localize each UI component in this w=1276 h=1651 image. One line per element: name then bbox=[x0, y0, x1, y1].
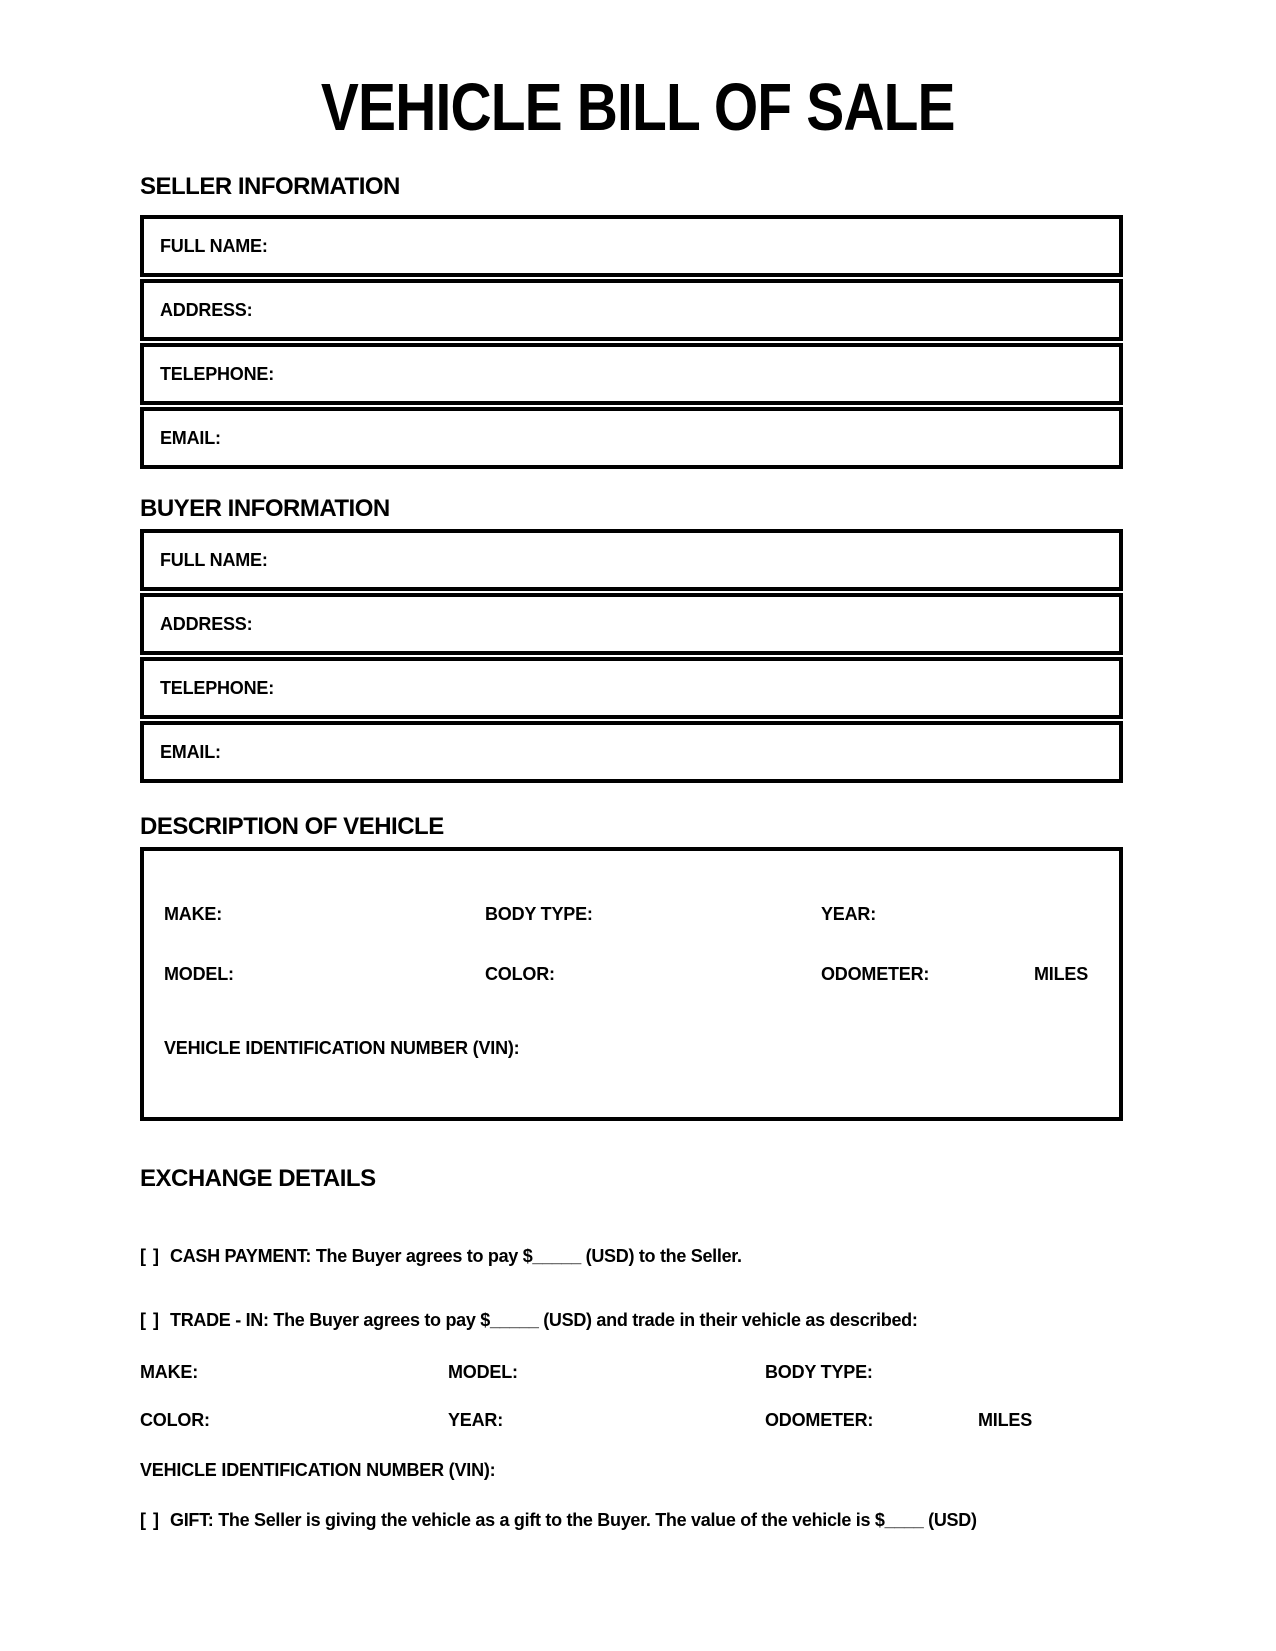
seller-full-name-field[interactable] bbox=[140, 215, 1123, 277]
cash-payment-text: CASH PAYMENT: The Buyer agrees to pay $_____ (USD) to the Seller. bbox=[170, 1246, 742, 1266]
vehicle-odometer-field[interactable] bbox=[821, 963, 1034, 985]
seller-address-value[interactable] bbox=[252, 283, 1103, 337]
trade-miles-label: MILES bbox=[978, 1410, 1033, 1430]
gift-checkbox[interactable]: [ ] bbox=[140, 1510, 160, 1530]
trade-odometer-value[interactable] bbox=[873, 1409, 978, 1431]
trade-year-value[interactable] bbox=[503, 1409, 765, 1431]
buyer-section-heading: BUYER INFORMATION bbox=[140, 495, 390, 522]
vehicle-model-label: MODEL: bbox=[164, 964, 234, 984]
buyer-telephone-label: TELEPHONE: bbox=[160, 678, 275, 698]
vehicle-make-value[interactable] bbox=[222, 903, 485, 925]
trade-color-label: COLOR: bbox=[140, 1410, 210, 1430]
seller-email-field[interactable] bbox=[140, 407, 1123, 469]
vehicle-make-label: MAKE: bbox=[164, 904, 222, 924]
seller-full-name-value[interactable] bbox=[268, 219, 1103, 273]
trade-in-text: TRADE - IN: The Buyer agrees to pay $_____ (USD) and trade in their vehicle as described: bbox=[170, 1310, 918, 1330]
vehicle-miles-cell bbox=[1034, 963, 1099, 985]
vehicle-model-value[interactable] bbox=[234, 963, 485, 985]
trade-make-label: MAKE: bbox=[140, 1362, 198, 1382]
vehicle-row-1 bbox=[164, 903, 1099, 925]
vehicle-odometer-value[interactable] bbox=[929, 963, 1034, 985]
gift-option bbox=[140, 1509, 1123, 1531]
vehicle-make-field[interactable] bbox=[164, 903, 485, 925]
vehicle-year-value[interactable] bbox=[876, 903, 1099, 925]
trade-vehicle-row-1 bbox=[140, 1361, 1123, 1383]
trade-body-type-label: BODY TYPE: bbox=[765, 1362, 873, 1382]
buyer-telephone-field[interactable] bbox=[140, 657, 1123, 719]
trade-model-value[interactable] bbox=[518, 1361, 765, 1383]
vehicle-vin-value[interactable] bbox=[519, 1037, 1099, 1059]
buyer-full-name-label: FULL NAME: bbox=[160, 550, 268, 570]
page-title: VEHICLE BILL OF SALE bbox=[321, 70, 955, 145]
cash-payment-checkbox[interactable]: [ ] bbox=[140, 1246, 160, 1266]
vehicle-body-type-value[interactable] bbox=[593, 903, 821, 925]
trade-color-field[interactable] bbox=[140, 1409, 448, 1431]
vehicle-description-heading: DESCRIPTION OF VEHICLE bbox=[140, 813, 444, 840]
trade-color-value[interactable] bbox=[210, 1409, 448, 1431]
vehicle-color-value[interactable] bbox=[555, 963, 821, 985]
trade-year-label: YEAR: bbox=[448, 1410, 504, 1430]
trade-year-field[interactable] bbox=[448, 1409, 765, 1431]
vehicle-year-field[interactable] bbox=[821, 903, 1099, 925]
trade-model-field[interactable] bbox=[448, 1361, 765, 1383]
trade-vin-label: VEHICLE IDENTIFICATION NUMBER (VIN): bbox=[140, 1460, 496, 1480]
trade-in-option bbox=[140, 1309, 1123, 1331]
vehicle-body-type-label: BODY TYPE: bbox=[485, 904, 593, 924]
vehicle-vin-label: VEHICLE IDENTIFICATION NUMBER (VIN): bbox=[164, 1038, 520, 1058]
vehicle-color-field[interactable] bbox=[485, 963, 821, 985]
trade-make-field[interactable] bbox=[140, 1361, 448, 1383]
seller-info-box bbox=[140, 215, 1123, 469]
vehicle-description-box bbox=[140, 847, 1123, 1121]
vehicle-odometer-label: ODOMETER: bbox=[821, 964, 930, 984]
title-wrap bbox=[0, 70, 1276, 145]
vehicle-model-field[interactable] bbox=[164, 963, 485, 985]
buyer-info-box bbox=[140, 529, 1123, 783]
buyer-full-name-value[interactable] bbox=[268, 533, 1103, 587]
seller-telephone-value[interactable] bbox=[274, 347, 1103, 401]
trade-model-label: MODEL: bbox=[448, 1362, 518, 1382]
buyer-email-value[interactable] bbox=[221, 725, 1103, 779]
cash-payment-option bbox=[140, 1245, 1123, 1267]
trade-vin-value[interactable] bbox=[495, 1459, 1123, 1481]
seller-address-field[interactable] bbox=[140, 279, 1123, 341]
trade-in-checkbox[interactable]: [ ] bbox=[140, 1310, 160, 1330]
seller-email-value[interactable] bbox=[221, 411, 1103, 465]
buyer-address-label: ADDRESS: bbox=[160, 614, 253, 634]
buyer-full-name-field[interactable] bbox=[140, 529, 1123, 591]
trade-vin-field[interactable] bbox=[140, 1459, 1123, 1481]
seller-email-label: EMAIL: bbox=[160, 428, 221, 448]
seller-telephone-field[interactable] bbox=[140, 343, 1123, 405]
buyer-address-value[interactable] bbox=[252, 597, 1103, 651]
trade-vehicle-row-2 bbox=[140, 1409, 1123, 1431]
buyer-email-field[interactable] bbox=[140, 721, 1123, 783]
vehicle-color-label: COLOR: bbox=[485, 964, 555, 984]
seller-section-heading: SELLER INFORMATION bbox=[140, 173, 400, 200]
trade-make-value[interactable] bbox=[198, 1361, 448, 1383]
vehicle-year-label: YEAR: bbox=[821, 904, 877, 924]
vehicle-vin-field[interactable] bbox=[164, 1037, 1099, 1059]
trade-body-type-field[interactable] bbox=[765, 1361, 1123, 1383]
seller-address-label: ADDRESS: bbox=[160, 300, 253, 320]
document-content bbox=[140, 175, 1123, 1531]
vehicle-miles-label: MILES bbox=[1034, 964, 1089, 984]
gift-text: GIFT: The Seller is giving the vehicle as a gift to the Buyer. The value of the vehicle is $____ (USD) bbox=[170, 1510, 977, 1530]
exchange-details-heading: EXCHANGE DETAILS bbox=[140, 1165, 376, 1192]
buyer-address-field[interactable] bbox=[140, 593, 1123, 655]
seller-telephone-label: TELEPHONE: bbox=[160, 364, 275, 384]
vehicle-body-type-field[interactable] bbox=[485, 903, 821, 925]
vehicle-row-2 bbox=[164, 963, 1099, 985]
buyer-email-label: EMAIL: bbox=[160, 742, 221, 762]
trade-odometer-field[interactable] bbox=[765, 1409, 978, 1431]
buyer-telephone-value[interactable] bbox=[274, 661, 1103, 715]
seller-full-name-label: FULL NAME: bbox=[160, 236, 268, 256]
trade-odometer-label: ODOMETER: bbox=[765, 1410, 874, 1430]
trade-body-type-value[interactable] bbox=[873, 1361, 1123, 1383]
trade-miles-cell bbox=[978, 1409, 1123, 1431]
